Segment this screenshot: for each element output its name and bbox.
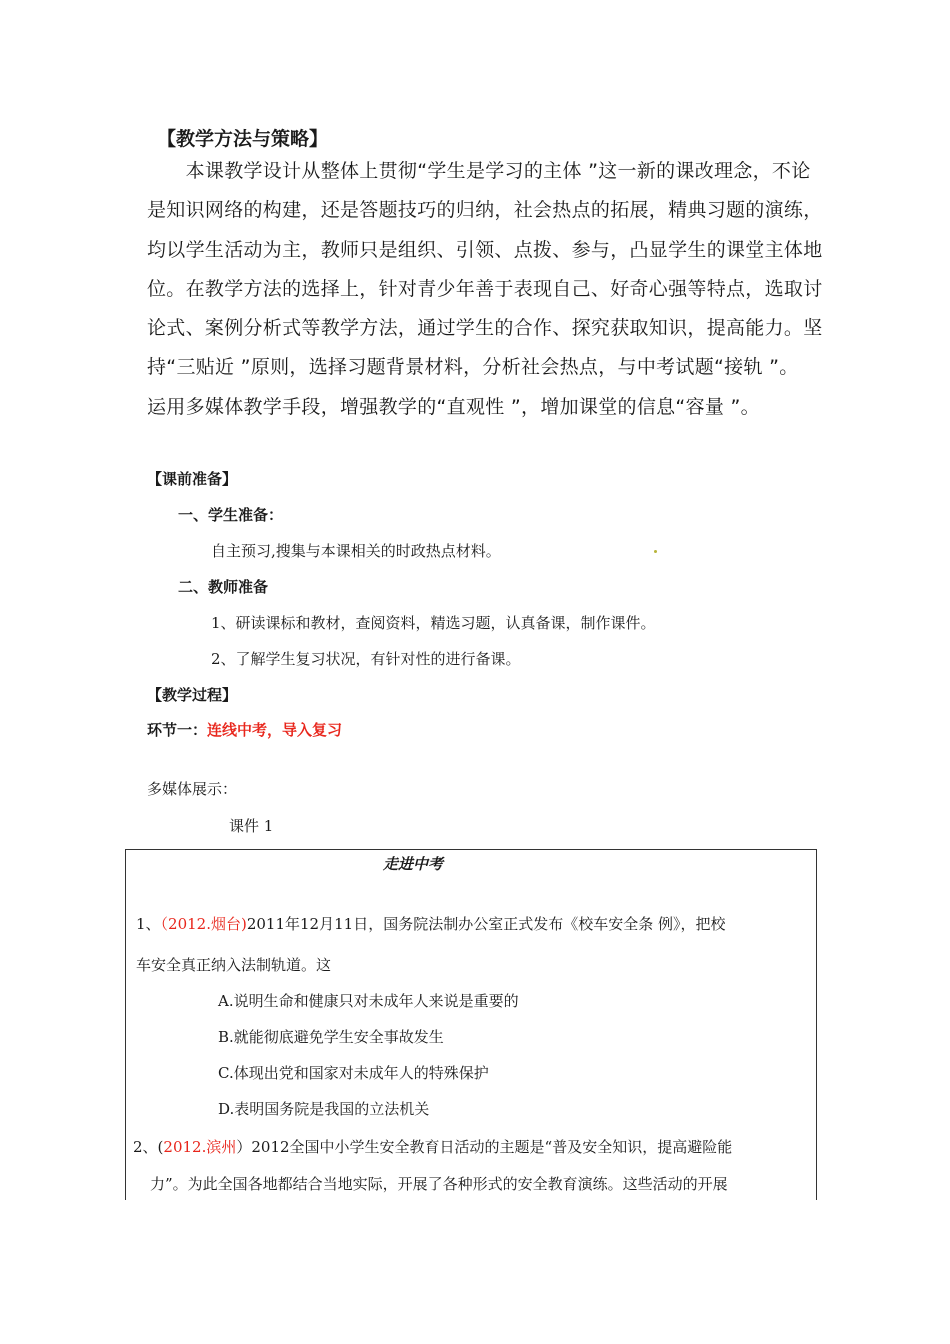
question-1-line2: 车安全真正纳入法制轨道。这 xyxy=(136,956,332,974)
media-label: 多媒体展示： xyxy=(147,780,238,798)
question-source: 2012.滨州 xyxy=(163,1138,237,1156)
prep-heading: 【课前准备】 xyxy=(147,470,238,488)
methods-line: 均以学生活动为主，教师只是组织、引领、点拨、参与，凸显学生的课堂主体地 xyxy=(147,238,823,261)
question-2-line2: 力”。为此全国各地都结合当地实际，开展了各种形式的安全教育演练。这些活动的开展 xyxy=(150,1175,728,1193)
student-prep-title: 一、学生准备： xyxy=(178,506,284,524)
stage-title: 连线中考，导入复习 xyxy=(207,721,343,739)
question-option: C.体现出党和国家对未成年人的特殊保护 xyxy=(218,1064,489,1082)
methods-heading: 【教学方法与策略】 xyxy=(157,128,329,150)
question-text: ）2012全国中小学生安全教育日活动的主题是“普及安全知识，提高避险能 xyxy=(236,1138,733,1156)
stage-prefix: 环节一： xyxy=(147,721,208,739)
question-option: A.说明生命和健康只对未成年人来说是重要的 xyxy=(218,992,519,1010)
question-number: 2、( xyxy=(133,1138,164,1156)
methods-line: 持“三贴近 ”原则，选择习题背景材料，分析社会热点，与中考试题“接轨 ”。 xyxy=(147,356,799,379)
courseware-label: 课件 1 xyxy=(229,817,274,835)
question-text: 2011年12月11日，国务院法制办公室正式发布《校车安全条 例》，把校 xyxy=(246,915,726,933)
question-source: （2012.烟台) xyxy=(160,915,247,933)
teacher-prep-item: 1、研读课标和教材，查阅资料，精选习题，认真备课，制作课件。 xyxy=(211,614,656,632)
stage-one xyxy=(147,719,342,740)
process-heading: 【教学过程】 xyxy=(147,686,238,704)
question-option: D.表明国务院是我国的立法机关 xyxy=(218,1100,430,1118)
methods-paragraph xyxy=(147,152,823,427)
stray-dot xyxy=(654,550,657,553)
question-1-line1 xyxy=(136,913,725,934)
methods-line: 运用多媒体教学手段，增强教学的“直观性 ”，增加课堂的信息“容量 ”。 xyxy=(147,395,760,418)
question-2-line1 xyxy=(133,1136,732,1157)
teacher-prep-title: 二、教师准备 xyxy=(178,578,269,596)
question-option: B.就能彻底避免学生安全事故发生 xyxy=(218,1028,444,1046)
methods-line: 是知识网络的构建，还是答题技巧的归纳，社会热点的拓展，精典习题的演练， xyxy=(147,199,823,222)
student-prep-text: 自主预习,搜集与本课相关的时政热点材料。 xyxy=(211,542,501,560)
methods-line: 位。在教学方法的选择上，针对青少年善于表现自己、好奇心强等特点，选取讨 xyxy=(147,277,823,300)
methods-line: 本课教学设计从整体上贯彻“学生是学习的主体 ”这一新的课改理念，不论 xyxy=(147,160,811,182)
teacher-prep-item: 2、了解学生复习状况，有针对性的进行备课。 xyxy=(211,650,521,668)
box-title: 走进中考 xyxy=(383,855,444,873)
question-number: 1、 xyxy=(136,915,161,933)
methods-line: 论式、案例分析式等教学方法，通过学生的合作、探究获取知识，提高能力。坚 xyxy=(147,317,823,340)
